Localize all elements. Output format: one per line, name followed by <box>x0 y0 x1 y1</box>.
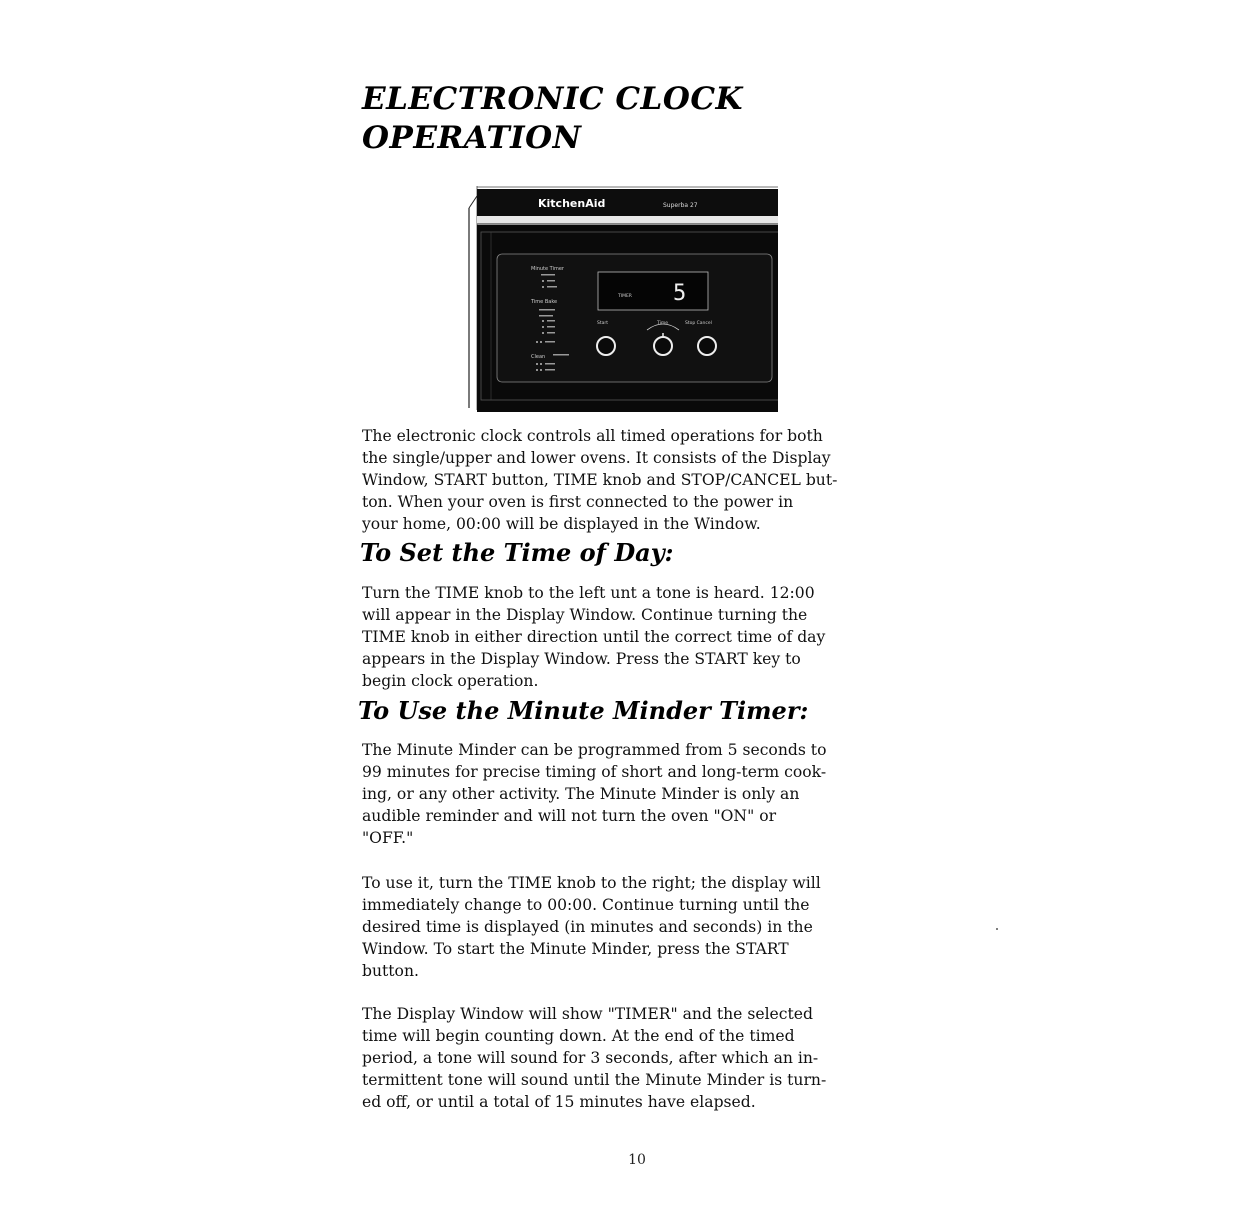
text-line: ed off, or until a total of 15 minutes have elapsed. <box>362 1093 756 1111</box>
text-line: time will begin counting down. At the end of the timed <box>362 1027 795 1045</box>
minute-minder-paragraph-3 <box>362 1003 826 1113</box>
oven-control-panel-illustration <box>463 186 778 412</box>
page-title-line-1: ELECTRONIC CLOCK <box>362 81 743 117</box>
text-line: TIME knob in either direction until the correct time of day <box>362 628 826 646</box>
panel-clean-label: Clean <box>531 354 546 360</box>
page-title-line-2: OPERATION <box>362 120 582 156</box>
text-line: Window. To start the Minute Minder, press the START <box>362 940 789 958</box>
text-line: Window, START button, TIME knob and STOP/CANCEL but- <box>362 471 838 489</box>
page-number: 10 <box>628 1152 646 1168</box>
text-line: ton. When your oven is first connected to the power in <box>362 493 794 511</box>
minute-minder-paragraph-2 <box>362 872 821 982</box>
text-line: the single/upper and lower ovens. It consists of the Display <box>362 449 831 467</box>
panel-start-label: Start <box>597 321 608 326</box>
text-line: audible reminder and will not turn the oven "ON" or <box>362 807 777 825</box>
text-line: appears in the Display Window. Press the START key to <box>362 650 801 668</box>
panel-brand-text: KitchenAid <box>538 197 606 210</box>
text-line: immediately change to 00:00. Continue turning until the <box>362 896 810 914</box>
minute-minder-heading: To Use the Minute Minder Timer: <box>358 696 809 725</box>
text-line: desired time is displayed (in minutes and seconds) in the <box>362 918 813 936</box>
text-line: button. <box>362 962 419 980</box>
text-line: Turn the TIME knob to the left unt a tone is heard. 12:00 <box>362 584 815 602</box>
text-line: To use it, turn the TIME knob to the right; the display will <box>362 874 821 892</box>
panel-display-value: 5 <box>673 281 687 306</box>
text-line: ing, or any other activity. The Minute Minder is only an <box>362 785 800 803</box>
set-time-paragraph <box>362 582 825 692</box>
text-line: your home, 00:00 will be displayed in the Window. <box>362 515 761 533</box>
text-line: The Display Window will show "TIMER" and the selected <box>362 1005 814 1023</box>
text-line: period, a tone will sound for 3 seconds, after which an in- <box>362 1049 819 1067</box>
text-line: begin clock operation. <box>362 672 539 690</box>
page-title <box>362 80 743 158</box>
scan-speck <box>996 928 998 930</box>
start-button[interactable] <box>597 337 615 355</box>
panel-display-label: TIMER <box>618 294 632 299</box>
text-line: 99 minutes for precise timing of short and long-term cook- <box>362 763 827 781</box>
minute-minder-paragraph-1 <box>362 739 826 849</box>
panel-time-bake-label: Time Bake <box>531 299 558 305</box>
text-line: termittent tone will sound until the Minute Minder is turn- <box>362 1071 827 1089</box>
text-line: The Minute Minder can be programmed from 5 seconds to <box>362 741 827 759</box>
panel-time-label: Time <box>657 321 669 326</box>
text-line: The electronic clock controls all timed operations for both <box>362 427 823 445</box>
set-time-heading: To Set the Time of Day: <box>360 538 674 567</box>
intro-paragraph <box>362 425 837 535</box>
panel-model-text: Superba 27 <box>663 202 698 209</box>
text-line: "OFF." <box>362 829 414 847</box>
oven-control-panel-photo <box>463 186 778 412</box>
text-line: will appear in the Display Window. Continue turning the <box>362 606 808 624</box>
panel-minute-timer-label: Minute Timer <box>531 266 564 272</box>
stop-cancel-button[interactable] <box>698 337 716 355</box>
panel-stop-cancel-label: Stop Cancel <box>685 321 712 326</box>
